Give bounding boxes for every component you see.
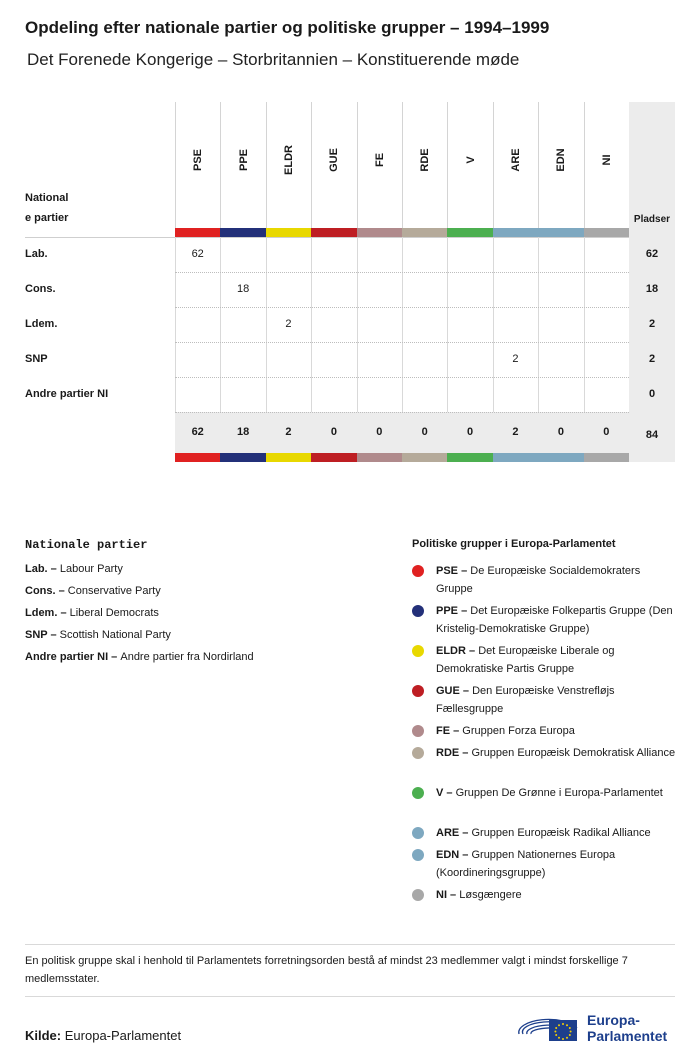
group-full-name: Gruppen Forza Europa [462, 725, 575, 737]
seat-count-cell: 2 [285, 318, 292, 330]
group-legend-text [436, 562, 676, 598]
logo-line-2: Parlamentet [587, 1028, 668, 1044]
group-legend-text [436, 846, 676, 882]
column-divider [584, 237, 585, 412]
group-color-stripe-bottom [447, 453, 492, 462]
row-total-seats: 62 [645, 248, 659, 260]
chart-subtitle: Det Forenede Kongerige – Storbritannien – Konstituerende møde [27, 50, 520, 69]
party-row-label: Andre partier NI [25, 388, 109, 400]
party-full-name: Liberal Democrats [69, 607, 159, 619]
column-total-cell: 18 [236, 426, 250, 438]
party-full-name: Andre partier fra Nordirland [120, 651, 254, 663]
source-value: Europa-Parlamentet [64, 1028, 182, 1043]
row-total-seats: 2 [648, 318, 656, 330]
group-color-stripe-bottom [311, 453, 356, 462]
group-legend-text [436, 602, 676, 638]
national-party-legend-item [25, 585, 161, 597]
group-color-stripe [402, 228, 447, 237]
row-divider [175, 377, 629, 378]
party-abbreviation: SNP – [25, 629, 60, 641]
group-header-label: PSE [192, 148, 205, 172]
group-color-stripe-bottom [493, 453, 538, 462]
national-parties-title: Nationale partier [25, 538, 148, 552]
column-divider [357, 237, 358, 412]
column-total-cell: 0 [467, 426, 474, 438]
logo-line-1: Europa- [587, 1012, 640, 1028]
group-header-ppe [220, 102, 265, 228]
party-full-name: Conservative Party [67, 585, 161, 597]
group-color-dot-icon [412, 565, 424, 577]
group-color-stripe [220, 228, 265, 237]
seats-header: Pladser [633, 214, 671, 225]
national-party-legend-item [25, 651, 254, 663]
column-total-cell: 2 [512, 426, 519, 438]
group-color-stripe-bottom [220, 453, 265, 462]
party-abbreviation: Andre partier NI – [25, 651, 121, 663]
national-party-legend-item [25, 629, 171, 641]
group-color-stripe [266, 228, 311, 237]
group-header-label: PPE [237, 148, 250, 172]
column-total-cell: 62 [191, 426, 204, 438]
party-abbreviation: Ldem. – [25, 607, 70, 619]
group-color-dot-icon [412, 725, 424, 737]
column-total-cell: 0 [330, 426, 337, 438]
group-header-v [447, 102, 492, 228]
column-total-cell: 0 [603, 426, 610, 438]
group-header-are [493, 102, 538, 228]
seat-count-cell: 2 [512, 353, 519, 365]
column-divider [538, 237, 539, 412]
row-header-line-2: e partier [25, 212, 69, 224]
row-total-seats: 18 [645, 283, 659, 295]
party-abbreviation: Cons. – [25, 585, 68, 597]
group-full-name: Den Europæiske Venstrefløjs Fællesgruppe [436, 685, 615, 715]
group-color-stripe-bottom [402, 453, 447, 462]
group-color-stripe [175, 228, 220, 237]
column-divider [311, 237, 312, 412]
group-abbreviation: FE – [436, 725, 463, 737]
group-color-dot-icon [412, 849, 424, 861]
group-header-label: RDE [419, 148, 432, 172]
group-color-stripe [447, 228, 492, 237]
row-header-line-1: National [25, 192, 69, 204]
group-header-fe [357, 102, 402, 228]
group-color-dot-icon [412, 787, 424, 799]
national-party-legend-item [25, 607, 159, 619]
group-abbreviation: RDE – [436, 747, 472, 759]
group-color-dot-icon [412, 889, 424, 901]
political-groups-title: Politiske grupper i Europa-Parlamentet [412, 538, 616, 550]
group-color-stripe-bottom [584, 453, 629, 462]
group-color-stripe [357, 228, 402, 237]
column-divider [402, 237, 403, 412]
group-header-label: ELDR [282, 145, 295, 175]
group-header-label: NI [600, 154, 613, 166]
group-legend-text [436, 886, 676, 904]
party-full-name: Scottish National Party [59, 629, 171, 641]
row-total-seats: 0 [648, 388, 656, 400]
group-legend-text [436, 784, 676, 802]
seat-count-cell: 62 [191, 248, 204, 260]
group-header-pse [175, 102, 220, 228]
group-legend-text [436, 824, 676, 842]
group-color-stripe [493, 228, 538, 237]
group-color-stripe-bottom [538, 453, 583, 462]
party-row-label: Cons. [25, 283, 56, 295]
chart-title: Opdeling efter nationale partier og politiske grupper – 1994–1999 [25, 18, 550, 37]
group-full-name: Det Europæiske Liberale og Demokratiske Partis Gruppe [436, 645, 615, 675]
group-color-dot-icon [412, 747, 424, 759]
group-color-dot-icon [412, 645, 424, 657]
group-full-name: Gruppen Europæisk Radikal Alliance [471, 827, 651, 839]
group-abbreviation: GUE – [436, 685, 473, 697]
group-color-dot-icon [412, 827, 424, 839]
group-full-name: Gruppen Europæisk Demokratisk Alliance [471, 747, 676, 759]
group-legend-text [436, 642, 676, 678]
column-total-cell: 0 [376, 426, 383, 438]
party-abbreviation: Lab. – [25, 563, 60, 575]
group-full-name: Gruppen Nationernes Europa (Koordineringsgruppe) [436, 849, 616, 879]
group-abbreviation: V – [436, 787, 456, 799]
column-total-cell: 0 [557, 426, 564, 438]
group-abbreviation: PPE – [436, 605, 471, 617]
grand-total-seats: 84 [645, 429, 659, 441]
group-header-rde [402, 102, 447, 228]
group-header-ni [584, 102, 629, 228]
party-row-label: SNP [25, 353, 48, 365]
group-color-stripe-bottom [175, 453, 220, 462]
group-color-stripe-bottom [357, 453, 402, 462]
group-abbreviation: NI – [436, 889, 460, 901]
column-total-cell: 0 [421, 426, 428, 438]
group-header-label: EDN [555, 148, 568, 172]
group-full-name: De Europæiske Socialdemokraters Gruppe [436, 565, 641, 595]
group-header-label: ARE [509, 148, 522, 172]
group-color-stripe [538, 228, 583, 237]
logo-text [587, 1012, 667, 1044]
group-full-name: Det Europæiske Folkepartis Gruppe (Den Kristelig-Demokratiske Gruppe) [436, 605, 673, 635]
group-legend-text [436, 744, 676, 762]
column-divider [493, 237, 494, 412]
column-divider [447, 237, 448, 412]
group-header-label: GUE [328, 148, 341, 172]
row-total-seats: 2 [648, 353, 656, 365]
group-header-label: V [464, 156, 477, 164]
group-color-stripe [311, 228, 356, 237]
group-color-dot-icon [412, 685, 424, 697]
seat-count-cell: 18 [236, 283, 250, 295]
source-line [25, 1028, 181, 1043]
column-divider [220, 237, 221, 412]
national-party-legend-item [25, 563, 123, 575]
group-abbreviation: PSE – [436, 565, 471, 577]
group-legend-text [436, 722, 676, 740]
group-header-label: FE [373, 152, 386, 168]
group-legend-text [436, 682, 676, 718]
source-label: Kilde: [25, 1028, 62, 1043]
group-header-edn [538, 102, 583, 228]
group-color-stripe [584, 228, 629, 237]
column-total-cell: 2 [285, 426, 292, 438]
divider [25, 996, 675, 997]
party-row-label: Ldem. [25, 318, 58, 330]
group-header-gue [311, 102, 356, 228]
group-color-dot-icon [412, 605, 424, 617]
group-full-name: Løsgængere [459, 889, 522, 901]
group-abbreviation: EDN – [436, 849, 472, 861]
row-divider [175, 342, 629, 343]
seat-distribution-table [25, 102, 675, 464]
divider [25, 944, 675, 945]
footnote: En politisk gruppe skal i henhold til Parlamentets forretningsorden bestå af mindst 23 medlemmer valgt i mindst forskellige 7 medlemsstater. [25, 955, 628, 985]
group-color-stripe-bottom [266, 453, 311, 462]
group-abbreviation: ELDR – [436, 645, 479, 657]
row-divider [175, 307, 629, 308]
group-header-eldr [266, 102, 311, 228]
row-header-label [25, 188, 68, 228]
party-row-label: Lab. [25, 248, 48, 260]
group-full-name: Gruppen De Grønne i Europa-Parlamentet [455, 787, 663, 799]
group-abbreviation: ARE – [436, 827, 472, 839]
party-full-name: Labour Party [59, 563, 123, 575]
